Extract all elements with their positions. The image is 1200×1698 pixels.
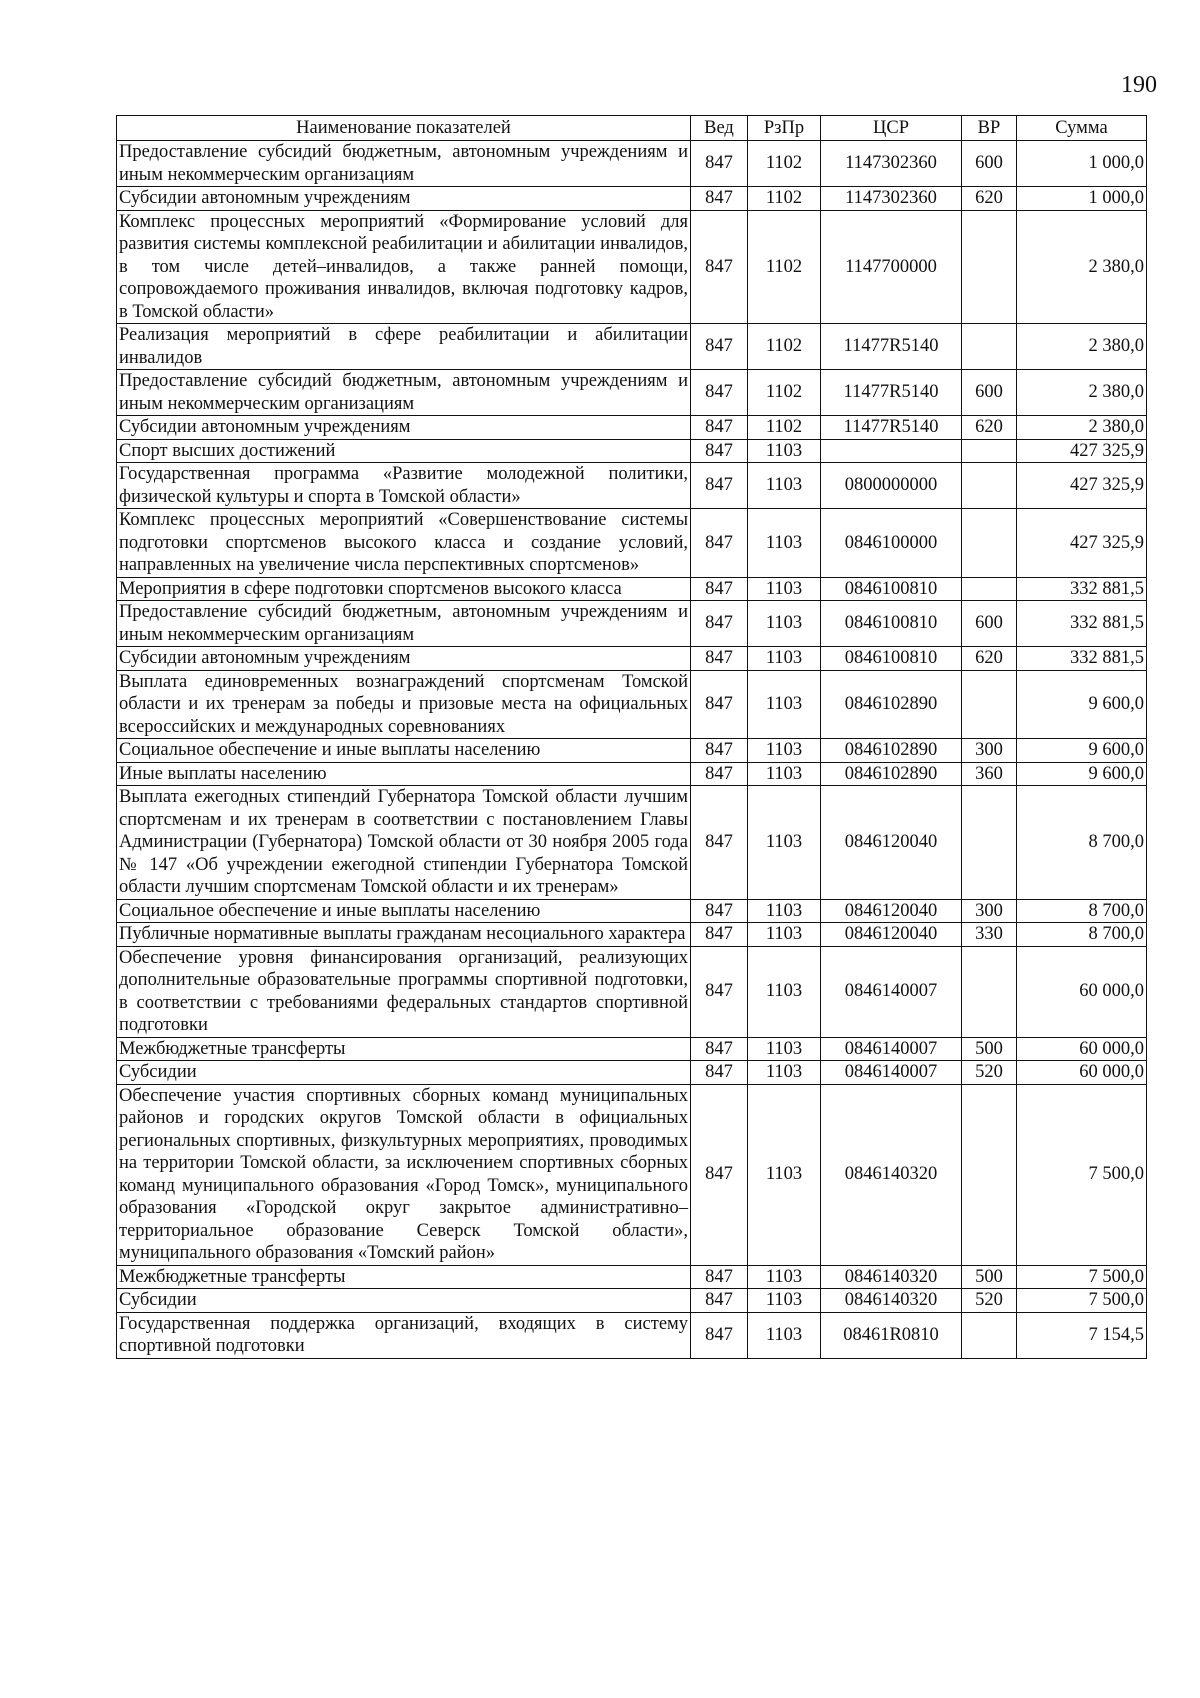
- cell-name: Социальное обеспечение и иные выплаты населению: [117, 899, 691, 923]
- header-rzpr: РзПр: [748, 116, 821, 141]
- cell-rzpr: 1103: [748, 1084, 821, 1265]
- table-row: [117, 899, 1147, 923]
- cell-name: Публичные нормативные выплаты гражданам несоциального характера: [117, 923, 691, 947]
- cell-rzpr: 1103: [748, 601, 821, 647]
- cell-name: Субсидии автономным учреждениям: [117, 647, 691, 671]
- cell-vr: 300: [962, 899, 1017, 923]
- cell-ved: 847: [691, 416, 748, 440]
- cell-ved: 847: [691, 946, 748, 1037]
- cell-ved: 847: [691, 324, 748, 370]
- cell-name: Субсидии автономным учреждениям: [117, 416, 691, 440]
- cell-vr: [962, 577, 1017, 601]
- table-row: [117, 1265, 1147, 1289]
- cell-vr: 500: [962, 1037, 1017, 1061]
- cell-rzpr: 1102: [748, 187, 821, 211]
- cell-csr: [821, 439, 962, 463]
- cell-rzpr: 1103: [748, 577, 821, 601]
- cell-rzpr: 1103: [748, 762, 821, 786]
- cell-ved: 847: [691, 210, 748, 324]
- cell-csr: 0846120040: [821, 786, 962, 900]
- cell-ved: 847: [691, 899, 748, 923]
- cell-sum: 427 325,9: [1017, 509, 1147, 578]
- table-row: [117, 601, 1147, 647]
- cell-rzpr: 1103: [748, 463, 821, 509]
- cell-vr: 600: [962, 370, 1017, 416]
- header-sum: Сумма: [1017, 116, 1147, 141]
- table-row: [117, 187, 1147, 211]
- cell-sum: 7 154,5: [1017, 1312, 1147, 1358]
- cell-ved: 847: [691, 577, 748, 601]
- cell-rzpr: 1103: [748, 647, 821, 671]
- cell-ved: 847: [691, 1265, 748, 1289]
- cell-sum: 8 700,0: [1017, 786, 1147, 900]
- cell-name: Субсидии автономным учреждениям: [117, 187, 691, 211]
- cell-name: Предоставление субсидий бюджетным, автономным учреждениям и иным некоммерческим организациям: [117, 601, 691, 647]
- cell-ved: 847: [691, 509, 748, 578]
- cell-vr: 500: [962, 1265, 1017, 1289]
- cell-sum: 60 000,0: [1017, 1061, 1147, 1085]
- cell-rzpr: 1103: [748, 739, 821, 763]
- cell-rzpr: 1102: [748, 324, 821, 370]
- cell-vr: [962, 946, 1017, 1037]
- cell-sum: 427 325,9: [1017, 463, 1147, 509]
- cell-csr: 08461R0810: [821, 1312, 962, 1358]
- cell-name: Государственная поддержка организаций, входящих в систему спортивной подготовки: [117, 1312, 691, 1358]
- cell-csr: 11477R5140: [821, 370, 962, 416]
- cell-vr: [962, 324, 1017, 370]
- cell-name: Обеспечение уровня финансирования организаций, реализующих дополнительные образовательные программы спортивной подготовки, в соответствии с требованиями федеральных стандартов спортивной подготовки: [117, 946, 691, 1037]
- cell-csr: 0846140007: [821, 1037, 962, 1061]
- cell-csr: 0846102890: [821, 762, 962, 786]
- table-row: [117, 370, 1147, 416]
- cell-sum: 60 000,0: [1017, 946, 1147, 1037]
- table-row: [117, 1289, 1147, 1313]
- cell-sum: 9 600,0: [1017, 670, 1147, 739]
- header-name: Наименование показателей: [117, 116, 691, 141]
- cell-rzpr: 1103: [748, 1289, 821, 1313]
- table-row: [117, 439, 1147, 463]
- table-row: [117, 1061, 1147, 1085]
- cell-sum: 332 881,5: [1017, 647, 1147, 671]
- cell-sum: 7 500,0: [1017, 1084, 1147, 1265]
- cell-ved: 847: [691, 1312, 748, 1358]
- cell-vr: 600: [962, 141, 1017, 187]
- cell-vr: 620: [962, 416, 1017, 440]
- cell-sum: 8 700,0: [1017, 923, 1147, 947]
- cell-vr: 620: [962, 647, 1017, 671]
- cell-sum: 1 000,0: [1017, 141, 1147, 187]
- cell-name: Обеспечение участия спортивных сборных команд муниципальных районов и городских округов Томской области в официальных региональных спортивных, физкультурных мероприятиях, проводимых на территории Томской области, за исключением спортивных сборных команд муниципального образования «Город Томск», муниципального образования «Городской округ закрытое административно–территориальное образование Северск Томской области», муниципального образования «Томский район»: [117, 1084, 691, 1265]
- cell-vr: [962, 670, 1017, 739]
- cell-csr: 0846120040: [821, 923, 962, 947]
- cell-rzpr: 1103: [748, 509, 821, 578]
- cell-sum: 60 000,0: [1017, 1037, 1147, 1061]
- cell-name: Спорт высших достижений: [117, 439, 691, 463]
- cell-ved: 847: [691, 463, 748, 509]
- cell-rzpr: 1102: [748, 416, 821, 440]
- cell-csr: 11477R5140: [821, 416, 962, 440]
- cell-name: Предоставление субсидий бюджетным, автономным учреждениям и иным некоммерческим организациям: [117, 141, 691, 187]
- cell-csr: 0846140320: [821, 1265, 962, 1289]
- cell-csr: 0846100000: [821, 509, 962, 578]
- cell-csr: 0846140320: [821, 1289, 962, 1313]
- budget-table: [116, 115, 1147, 1359]
- table-header-row: [117, 116, 1147, 141]
- cell-csr: 0846100810: [821, 577, 962, 601]
- cell-ved: 847: [691, 1037, 748, 1061]
- header-ved: Вед: [691, 116, 748, 141]
- cell-rzpr: 1102: [748, 370, 821, 416]
- cell-rzpr: 1102: [748, 141, 821, 187]
- table-row: [117, 1037, 1147, 1061]
- cell-rzpr: 1103: [748, 670, 821, 739]
- table-row: [117, 762, 1147, 786]
- cell-ved: 847: [691, 647, 748, 671]
- cell-vr: 600: [962, 601, 1017, 647]
- table-row: [117, 647, 1147, 671]
- table-row: [117, 739, 1147, 763]
- cell-ved: 847: [691, 187, 748, 211]
- table-row: [117, 210, 1147, 324]
- cell-ved: 847: [691, 786, 748, 900]
- header-vr: ВР: [962, 116, 1017, 141]
- cell-name: Иные выплаты населению: [117, 762, 691, 786]
- cell-vr: 360: [962, 762, 1017, 786]
- table-row: [117, 946, 1147, 1037]
- cell-vr: [962, 463, 1017, 509]
- cell-vr: [962, 1084, 1017, 1265]
- table-row: [117, 670, 1147, 739]
- cell-rzpr: 1103: [748, 923, 821, 947]
- cell-sum: 2 380,0: [1017, 416, 1147, 440]
- cell-vr: [962, 210, 1017, 324]
- table-row: [117, 141, 1147, 187]
- cell-vr: [962, 439, 1017, 463]
- cell-vr: 520: [962, 1061, 1017, 1085]
- cell-csr: 11477R5140: [821, 324, 962, 370]
- cell-rzpr: 1103: [748, 1312, 821, 1358]
- cell-ved: 847: [691, 1084, 748, 1265]
- page-number: 190: [1121, 72, 1157, 98]
- cell-sum: 2 380,0: [1017, 210, 1147, 324]
- cell-csr: 1147700000: [821, 210, 962, 324]
- cell-ved: 847: [691, 370, 748, 416]
- cell-ved: 847: [691, 601, 748, 647]
- table-row: [117, 577, 1147, 601]
- cell-vr: [962, 786, 1017, 900]
- cell-vr: 330: [962, 923, 1017, 947]
- cell-sum: 2 380,0: [1017, 370, 1147, 416]
- cell-name: Субсидии: [117, 1289, 691, 1313]
- table-row: [117, 923, 1147, 947]
- cell-sum: 7 500,0: [1017, 1289, 1147, 1313]
- cell-name: Предоставление субсидий бюджетным, автономным учреждениям и иным некоммерческим организациям: [117, 370, 691, 416]
- cell-name: Реализация мероприятий в сфере реабилитации и абилитации инвалидов: [117, 324, 691, 370]
- cell-name: Субсидии: [117, 1061, 691, 1085]
- cell-sum: 332 881,5: [1017, 601, 1147, 647]
- cell-ved: 847: [691, 762, 748, 786]
- cell-sum: 8 700,0: [1017, 899, 1147, 923]
- table-row: [117, 1084, 1147, 1265]
- cell-ved: 847: [691, 439, 748, 463]
- cell-ved: 847: [691, 923, 748, 947]
- cell-name: Социальное обеспечение и иные выплаты населению: [117, 739, 691, 763]
- cell-ved: 847: [691, 1061, 748, 1085]
- table-row: [117, 1312, 1147, 1358]
- cell-csr: 0846120040: [821, 899, 962, 923]
- cell-rzpr: 1103: [748, 899, 821, 923]
- cell-rzpr: 1103: [748, 439, 821, 463]
- cell-vr: 300: [962, 739, 1017, 763]
- cell-name: Выплата ежегодных стипендий Губернатора Томской области лучшим спортсменам и их тренерам в соответствии с постановлением Главы Администрации (Губернатора) Томской области от 30 ноября 2005 года № 147 «Об учреждении ежегодной стипендии Губернатора Томской области лучшим спортсменам Томской области и их тренерам»: [117, 786, 691, 900]
- cell-name: Межбюджетные трансферты: [117, 1037, 691, 1061]
- cell-sum: 9 600,0: [1017, 739, 1147, 763]
- table-row: [117, 416, 1147, 440]
- cell-rzpr: 1103: [748, 946, 821, 1037]
- cell-name: Государственная программа «Развитие молодежной политики, физической культуры и спорта в Томской области»: [117, 463, 691, 509]
- cell-rzpr: 1102: [748, 210, 821, 324]
- cell-name: Выплата единовременных вознаграждений спортсменам Томской области и их тренерам за победы и призовые места на официальных всероссийских и международных соревнованиях: [117, 670, 691, 739]
- cell-csr: 1147302360: [821, 141, 962, 187]
- cell-sum: 7 500,0: [1017, 1265, 1147, 1289]
- cell-sum: 1 000,0: [1017, 187, 1147, 211]
- cell-csr: 0800000000: [821, 463, 962, 509]
- table-body: [117, 141, 1147, 1359]
- cell-csr: 0846102890: [821, 670, 962, 739]
- cell-vr: 520: [962, 1289, 1017, 1313]
- cell-sum: 2 380,0: [1017, 324, 1147, 370]
- cell-name: Межбюджетные трансферты: [117, 1265, 691, 1289]
- cell-name: Комплекс процессных мероприятий «Формирование условий для развития системы комплексной реабилитации и абилитации инвалидов, в том числе детей–инвалидов, а также ранней помощи, сопровождаемого проживания инвалидов, включая подготовку кадров, в Томской области»: [117, 210, 691, 324]
- cell-csr: 0846102890: [821, 739, 962, 763]
- header-csr: ЦСР: [821, 116, 962, 141]
- cell-sum: 427 325,9: [1017, 439, 1147, 463]
- cell-vr: 620: [962, 187, 1017, 211]
- cell-csr: 0846100810: [821, 601, 962, 647]
- cell-name: Мероприятия в сфере подготовки спортсменов высокого класса: [117, 577, 691, 601]
- cell-csr: 0846100810: [821, 647, 962, 671]
- cell-csr: 0846140007: [821, 1061, 962, 1085]
- table-row: [117, 786, 1147, 900]
- cell-rzpr: 1103: [748, 1061, 821, 1085]
- cell-vr: [962, 509, 1017, 578]
- cell-rzpr: 1103: [748, 1265, 821, 1289]
- table-row: [117, 324, 1147, 370]
- cell-ved: 847: [691, 141, 748, 187]
- cell-ved: 847: [691, 739, 748, 763]
- cell-csr: 0846140007: [821, 946, 962, 1037]
- cell-ved: 847: [691, 1289, 748, 1313]
- cell-ved: 847: [691, 670, 748, 739]
- table-row: [117, 463, 1147, 509]
- cell-rzpr: 1103: [748, 786, 821, 900]
- cell-csr: 1147302360: [821, 187, 962, 211]
- cell-vr: [962, 1312, 1017, 1358]
- cell-sum: 9 600,0: [1017, 762, 1147, 786]
- cell-sum: 332 881,5: [1017, 577, 1147, 601]
- cell-csr: 0846140320: [821, 1084, 962, 1265]
- table-row: [117, 509, 1147, 578]
- cell-name: Комплекс процессных мероприятий «Совершенствование системы подготовки спортсменов высокого класса и создание условий, направленных на увеличение числа перспективных спортсменов»: [117, 509, 691, 578]
- cell-rzpr: 1103: [748, 1037, 821, 1061]
